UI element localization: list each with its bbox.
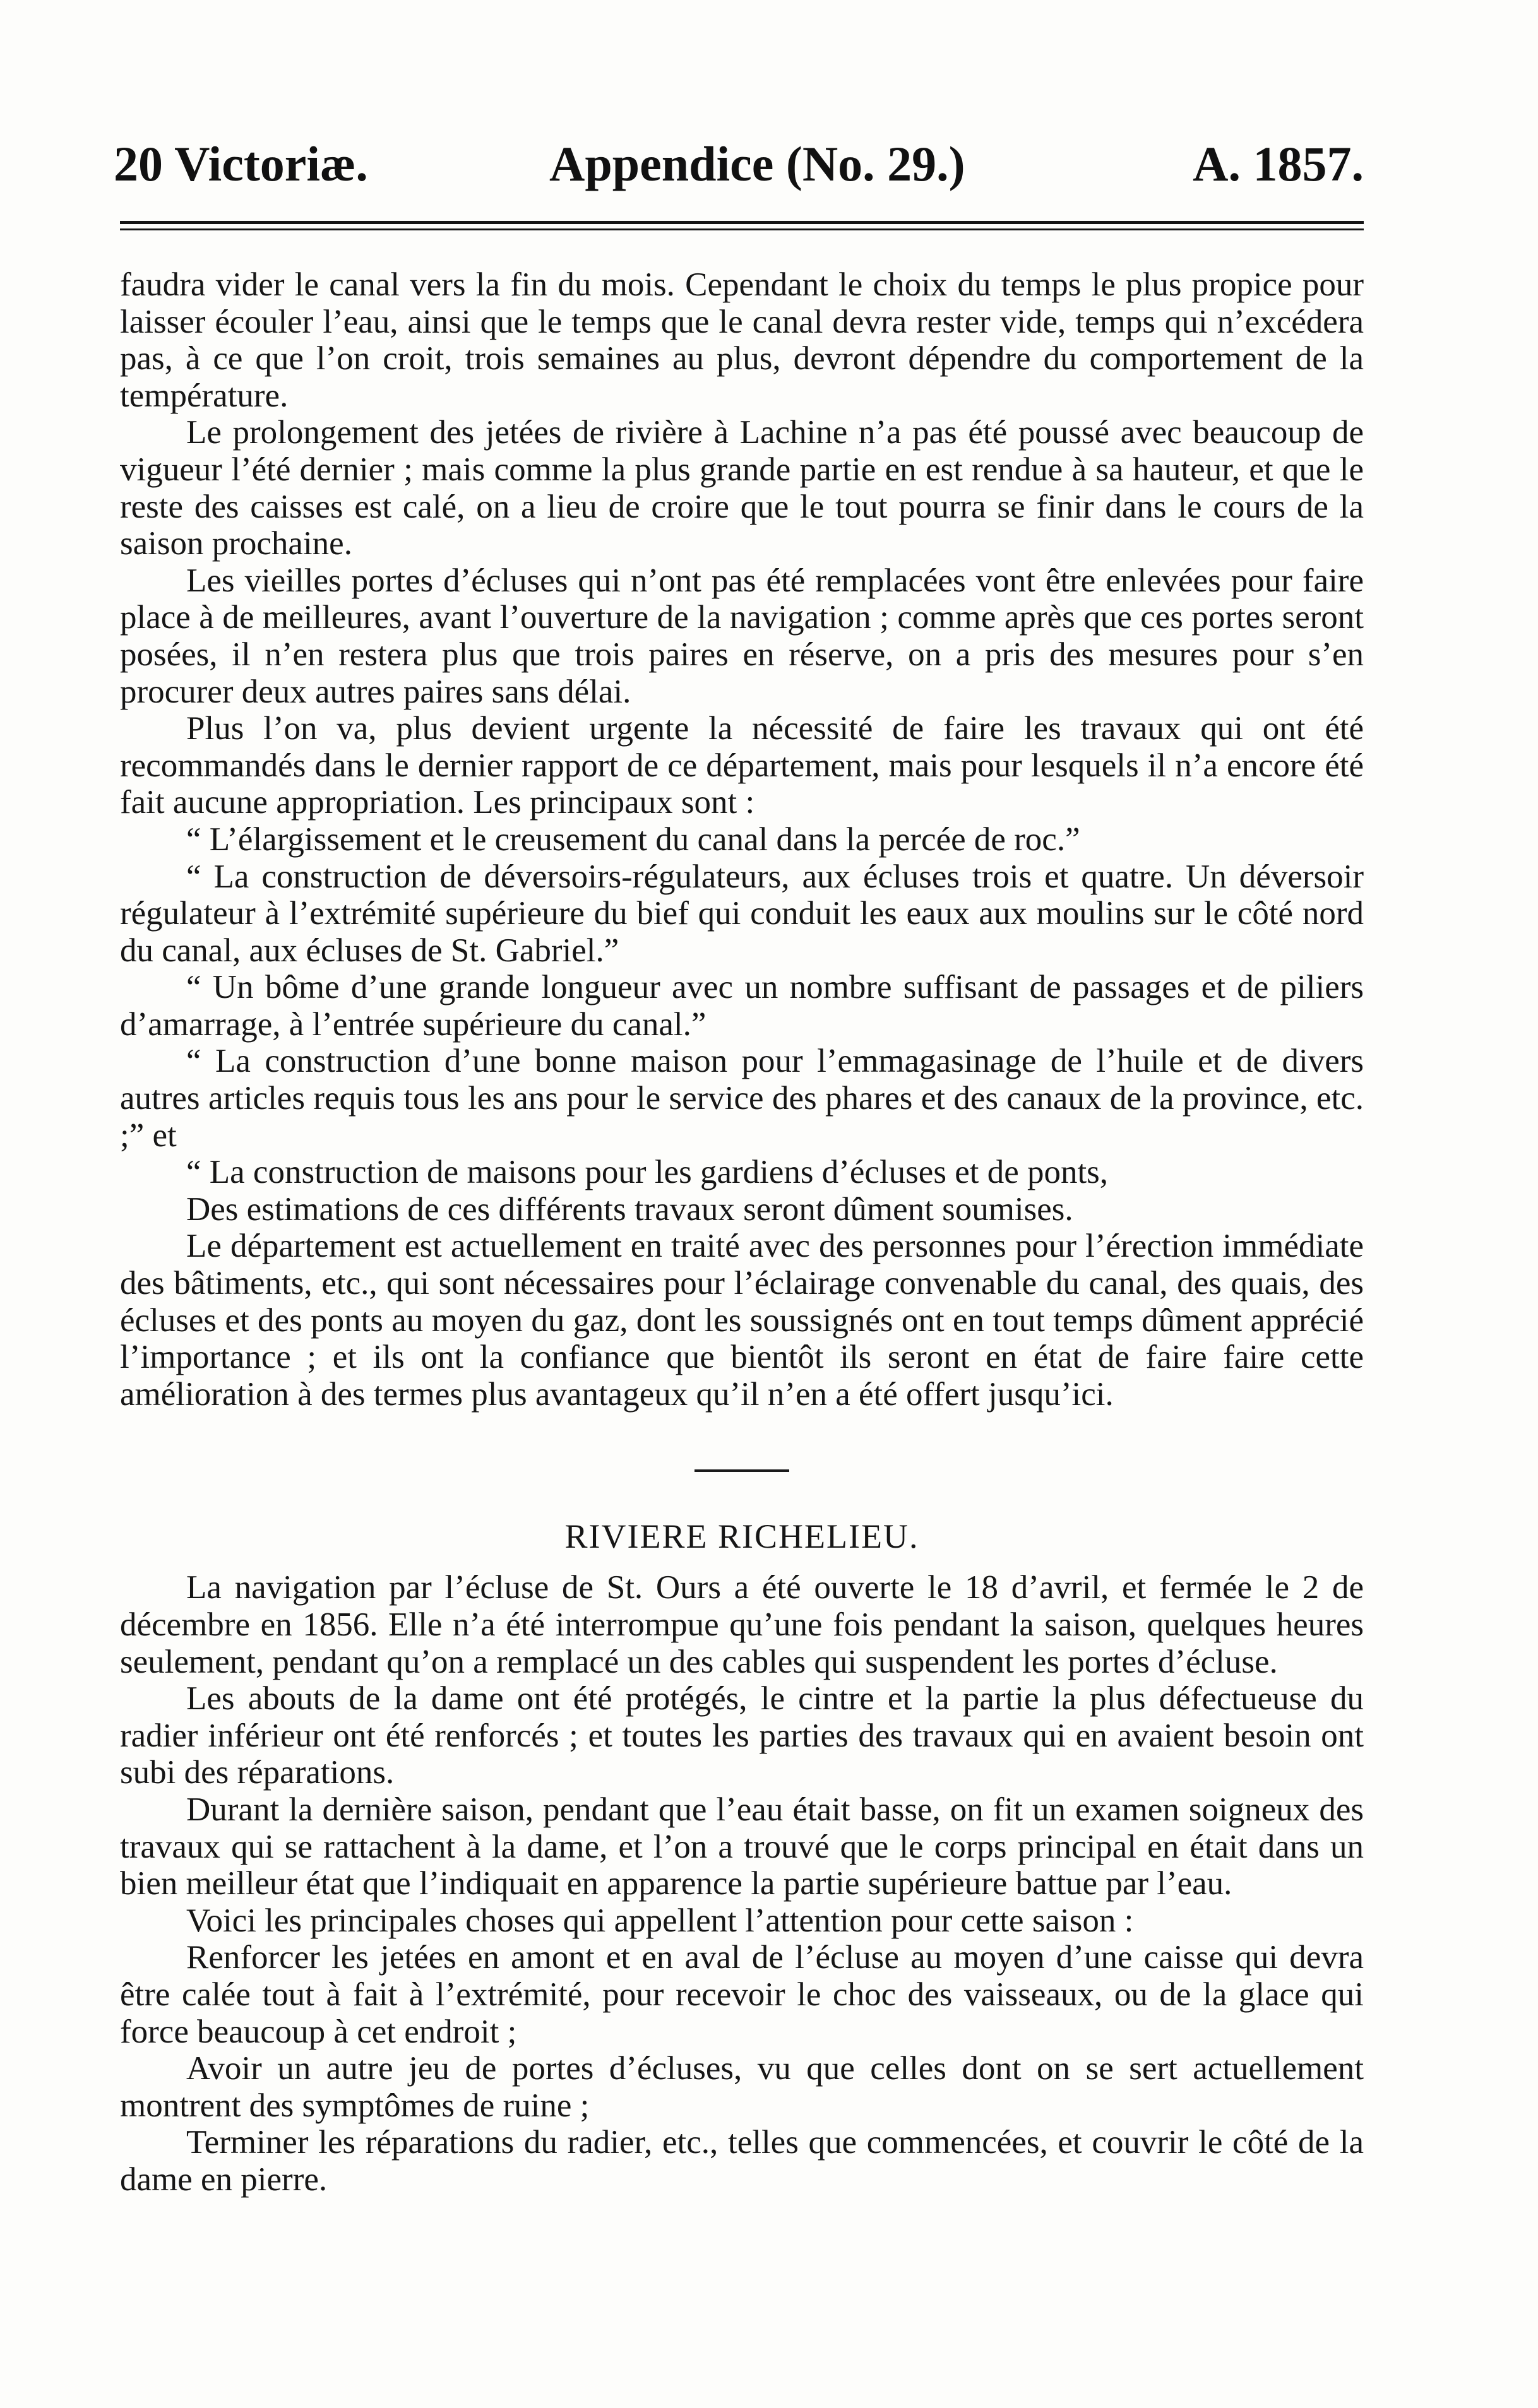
header-rule-thin	[120, 228, 1364, 230]
paragraph: Les abouts de la dame ont été protégés, le cintre et la partie la plus défectueuse du radier inférieur ont été renforcés ; et toutes les parties des travaux qui en avaient besoin ont subi des réparations.	[120, 1680, 1364, 1791]
header-year: A. 1857.	[1193, 136, 1364, 191]
paragraph: Terminer les réparations du radier, etc., telles que commencées, et couvrir le côté de la dame en pierre.	[120, 2124, 1364, 2198]
section-separator	[694, 1469, 789, 1472]
paragraph: Renforcer les jetées en amont et en aval de l’écluse au moyen d’une caisse qui devra être calée tout à fait à l’extrémité, pour recevoir le choc des vaisseaux, ou de la glace qui force beaucoup à cet endroit ;	[120, 1939, 1364, 2050]
quoted-item: “ Un bôme d’une grande longueur avec un nombre suffisant de passages et de piliers d’amarrage, à l’entrée supérieure du canal.”	[120, 969, 1364, 1043]
header-rule-thick	[120, 221, 1364, 224]
paragraph: Voici les principales choses qui appellent l’attention pour cette saison :	[186, 1902, 1134, 1939]
quoted-item: “ La construction de déversoirs-régulateurs, aux écluses trois et quatre. Un déversoir régulateur à l’extrémité supérieure du bief qui conduit les eaux aux moulins sur le côté nord du canal, aux écluses de St. Gabriel.”	[120, 858, 1364, 969]
quoted-item: “ L’élargissement et le creusement du canal dans la percée de roc.”	[186, 821, 1080, 858]
paragraph: Le département est actuellement en traité avec des personnes pour l’érection immédiate des bâtiments, etc., qui sont nécessaires pour l’éclairage convenable du canal, des quais, des écluses et des ponts au moyen du gaz, dont les soussignés ont en tout temps dûment apprécié l’importance ; et ils ont la confiance que bientôt ils seront en état de faire faire cette amélioration à des termes plus avantageux qu’il n’en a été offert jusqu’ici.	[120, 1228, 1364, 1413]
paragraph: Avoir un autre jeu de portes d’écluses, vu que celles dont on se sert actuellement montrent des symptômes de ruine ;	[120, 2050, 1364, 2124]
paragraph: Durant la dernière saison, pendant que l’eau était basse, on fit un examen soigneux des travaux qui se rattachent à la dame, et l’on a trouvé que le corps principal en était dans un bien meilleur état que l’indiquait en apparence la partie supérieure battue par l’eau.	[120, 1791, 1364, 1902]
paragraph: Des estimations de ces différents travaux seront dûment soumises.	[186, 1190, 1073, 1228]
paragraph: Plus l’on va, plus devient urgente la nécessité de faire les travaux qui ont été recommandés dans le dernier rapport de ce département, mais pour lesquels il n’a encore été fait aucune appropriation. Les principaux sont :	[120, 710, 1364, 821]
running-header	[114, 129, 1364, 199]
paragraph: faudra vider le canal vers la fin du mois. Cependant le choix du temps le plus propice pour laisser écouler l’eau, ainsi que le temps que le canal devra rester vide, temps qui n’excédera pas, à ce que l’on croit, trois semaines au plus, devront dépendre du comportement de la température.	[120, 266, 1364, 414]
paragraph: La navigation par l’écluse de St. Ours a été ouverte le 18 d’avril, et fermée le 2 de décembre en 1856. Elle n’a été interrompue qu’une fois pendant la saison, quelques heures seulement, pendant qu’on a remplacé un des cables qui suspendent les portes d’écluse.	[120, 1569, 1364, 1680]
header-appendix: Appendice (No. 29.)	[549, 136, 965, 191]
header-session: 20 Victoriæ.	[114, 136, 368, 191]
section-title: RIVIERE RICHELIEU.	[564, 1517, 919, 1556]
quoted-item: “ La construction d’une bonne maison pour l’emmagasinage de l’huile et de divers autres articles requis tous les ans pour le service des phares et des canaux de la province, etc. ;” et	[120, 1043, 1364, 1154]
paragraph: Le prolongement des jetées de rivière à Lachine n’a pas été poussé avec beaucoup de vigueur l’été dernier ; mais comme la plus grande partie en est rendue à sa hauteur, et que le reste des caisses est calé, on a lieu de croire que le tout pourra se finir dans le cours de la saison prochaine.	[120, 414, 1364, 562]
paragraph: Les vieilles portes d’écluses qui n’ont pas été remplacées vont être enlevées pour faire place à de meilleures, avant l’ouverture de la navigation ; comme après que ces portes seront posées, il n’en restera plus que trois paires en réserve, on a pris des mesures pour s’en procurer deux autres paires sans délai.	[120, 562, 1364, 710]
quoted-item: “ La construction de maisons pour les gardiens d’écluses et de ponts,	[186, 1154, 1109, 1191]
page-body	[120, 266, 1364, 2198]
